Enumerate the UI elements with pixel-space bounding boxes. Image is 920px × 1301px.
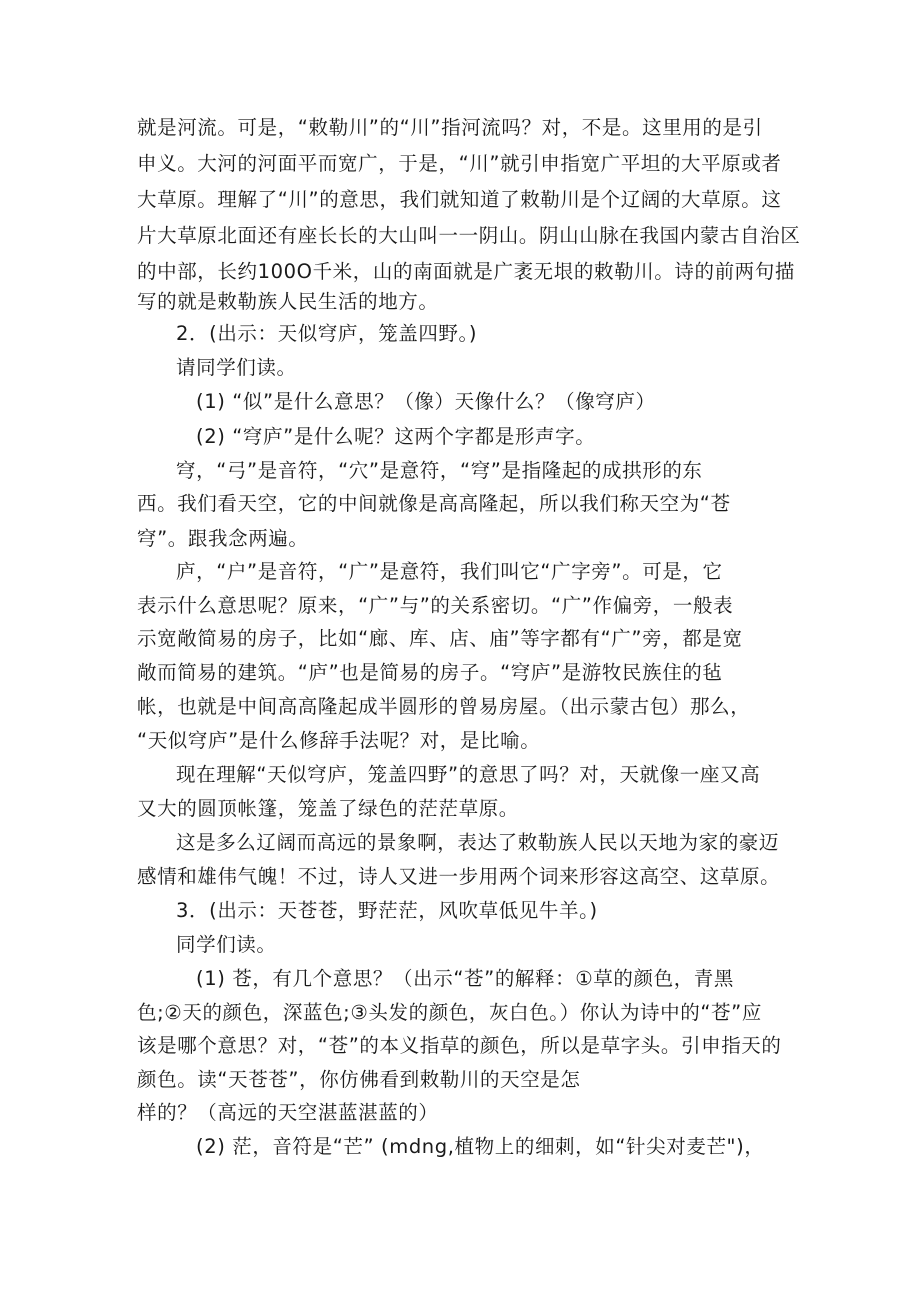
text-line: (1) 苍，有几个意思？（出示“苍”的解释：①草的颜色，青黑	[196, 967, 735, 990]
text-line: 该是哪个意思？对，“苍”的本义指草的颜色，所以是草字头。引申指天的	[137, 1034, 782, 1057]
text-line: 这是多么辽阔而高远的景象啊，表达了敕勒族人民以天地为家的豪迈	[176, 831, 780, 854]
text-line: “天似穹庐”是什么修辞手法呢？对，是比喻。	[137, 729, 541, 752]
text-line: 敞而简易的建筑。“庐”也是简易的房子。“穹庐”是游牧民族住的毡	[137, 661, 723, 684]
text-line: 帐，也就是中间高高隆起成半圆形的曾易房屋。（出示蒙古包）那么，	[137, 695, 751, 718]
text-line: 穹，“弓”是音符，“穴”是意符，“穹”是指隆起的成拱形的东	[176, 459, 703, 482]
text-line: 申义。大河的河面平而宽广，于是，“川”就引申指宽广平坦的大平原或者	[137, 152, 782, 175]
text-line: 色;②天的颜色，深蓝色;③头发的颜色，灰白色。）你认为诗中的“苍”应	[137, 1001, 762, 1024]
text-line: (2) 茫，音符是“芒” (mdng,植物上的细刺，如“针尖对麦芒")，	[196, 1135, 765, 1158]
text-line: 写的就是敕勒族人民生活的地方。	[137, 290, 439, 313]
text-line: 现在理解“天似穹庐，笼盖四野”的意思了吗？对，天就像一座又高	[176, 763, 761, 786]
text-line: 就是河流。可是，“敕勒川”的“川”指河流吗？对，不是。这里用的是引	[137, 116, 763, 139]
text-line: 西。我们看天空，它的中间就像是高高隆起，所以我们称天空为“苍	[137, 492, 731, 515]
text-line: 同学们读。	[176, 933, 277, 956]
text-line: 大草原。理解了“川”的意思，我们就知道了敕勒川是个辽阔的大草原。这	[137, 188, 782, 211]
text-line: 样的？（高远的天空湛蓝湛蓝的）	[137, 1101, 439, 1124]
text-line: 颜色。读“天苍苍”，你仿佛看到敕勒川的天空是怎	[137, 1068, 581, 1091]
text-line: 穹”。跟我念两遍。	[137, 527, 309, 550]
text-line: 的中部，长约100O千米，山的南面就是广袤无垠的敕勒川。诗的前两句描	[137, 260, 795, 283]
text-line: 片大草原北面还有座长长的大山叫一一阴山。阴山山脉在我国内蒙古自治区	[137, 224, 801, 247]
text-line: (1) “似”是什么意思？（像）天像什么？（像穹庐）	[196, 390, 656, 413]
text-line: 又大的圆顶帐篷，笼盖了绿色的茫茫草原。	[137, 797, 519, 820]
section-heading: 3．(出示：天苍苍，野茫茫，风吹草低见牛羊。)	[176, 899, 598, 922]
text-line: (2) “穹庐”是什么呢？这两个字都是形声字。	[196, 425, 596, 448]
text-line: 表示什么意思呢？原来，“广”与”的关系密切。“广”作偏旁，一般表	[137, 594, 734, 617]
text-line: 示宽敞简易的房子，比如“廊、库、店、庙”等字都有“广”旁，都是宽	[137, 627, 743, 650]
text-line: 庐，“户”是音符，“广”是意符，我们叫它“广字旁”。可是，它	[176, 560, 723, 583]
section-heading: 2．(出示：天似穹庐，笼盖四野。)	[176, 322, 478, 345]
text-line: 感情和雄伟气魄！不过，诗人又进一步用两个词来形容这高空、这草原。	[137, 865, 781, 888]
text-line: 请同学们读。	[176, 356, 297, 379]
